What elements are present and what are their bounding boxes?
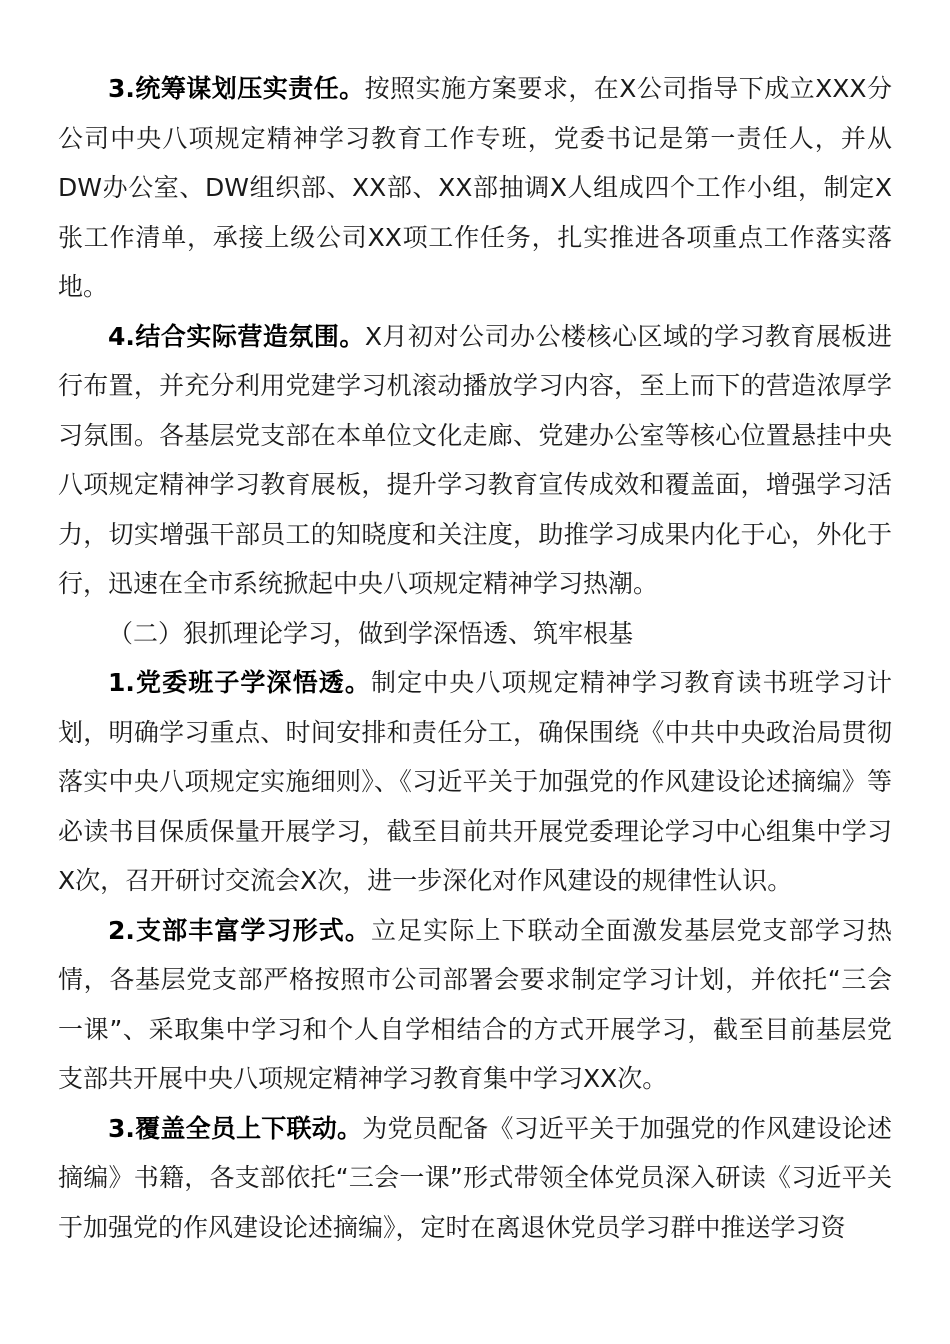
document-body — [58, 64, 892, 1252]
paragraph-3-full-coverage — [58, 1104, 892, 1253]
paragraph-text: 按照实施方案要求，在X公司指导下成立XXX分公司中央八项规定精神学习教育工作专班，党委书记是第一责任人，并从DW办公室、DW组织部、XX部、XX部抽调X人组成四个工作小组，制定X张工作清单，承接上级公司XX项工作任务，扎实推进各项重点工作落实落地。 — [58, 74, 892, 301]
section-heading-theory-study: （二）狠抓理论学习，做到学深悟透、筑牢根基 — [108, 618, 634, 648]
paragraph-lead: 2.支部丰富学习形式。 — [108, 915, 371, 945]
paragraph-text: X月初对公司办公楼核心区域的学习教育展板进行布置，并充分利用党建学习机滚动播放学习内容，至上而下的营造浓厚学习氛围。各基层党支部在本单位文化走廊、党建办公室等核心位置悬挂中央八项规定精神学习教育展板，提升学习教育宣传成效和覆盖面，增强学习活力，切实增强干部员工的知晓度和关注度，助推学习成果内化于心，外化于行，迅速在全市系统掀起中央八项规定精神学习热潮。 — [58, 321, 892, 598]
paragraph-lead: 3.覆盖全员上下联动。 — [108, 1113, 363, 1143]
paragraph-lead: 3.统筹谋划压实责任。 — [108, 74, 365, 103]
paragraph-lead: 1.党委班子学深悟透。 — [108, 668, 371, 697]
paragraph-text: 制定中央八项规定精神学习教育读书班学习计划，明确学习重点、时间安排和责任分工，确保围绕《中共中央政治局贯彻落实中央八项规定实施细则》、《习近平关于加强党的作风建设论述摘编》等必读书目保质保量开展学习，截至目前共开展党委理论学习中心组集中学习X次，召开研讨交流会X次，进一步深化对作风建设的规律性认识。 — [58, 668, 892, 895]
paragraph-lead: 4.结合实际营造氛围。 — [108, 321, 365, 351]
paragraph-3-responsibility — [58, 64, 892, 312]
paragraph-text: 立足实际上下联动全面激发基层党支部学习热情，各基层党支部严格按照市公司部署会要求制定学习计划，并依托“三会一课”、采取集中学习和个人自学相结合的方式开展学习，截至目前基层党支部共开展中央八项规定精神学习教育集中学习XX次。 — [58, 915, 892, 1093]
paragraph-2-branch-forms — [58, 906, 892, 1104]
paragraph-text: 为党员配备《习近平关于加强党的作风建设论述摘编》书籍，各支部依托“三会一课”形式带领全体党员深入研读《习近平关于加强党的作风建设论述摘编》，定时在离退休党员学习群中推送学习资 — [58, 1113, 892, 1242]
paragraph-1-party-committee — [58, 658, 892, 906]
paragraph-4-atmosphere — [58, 312, 892, 609]
